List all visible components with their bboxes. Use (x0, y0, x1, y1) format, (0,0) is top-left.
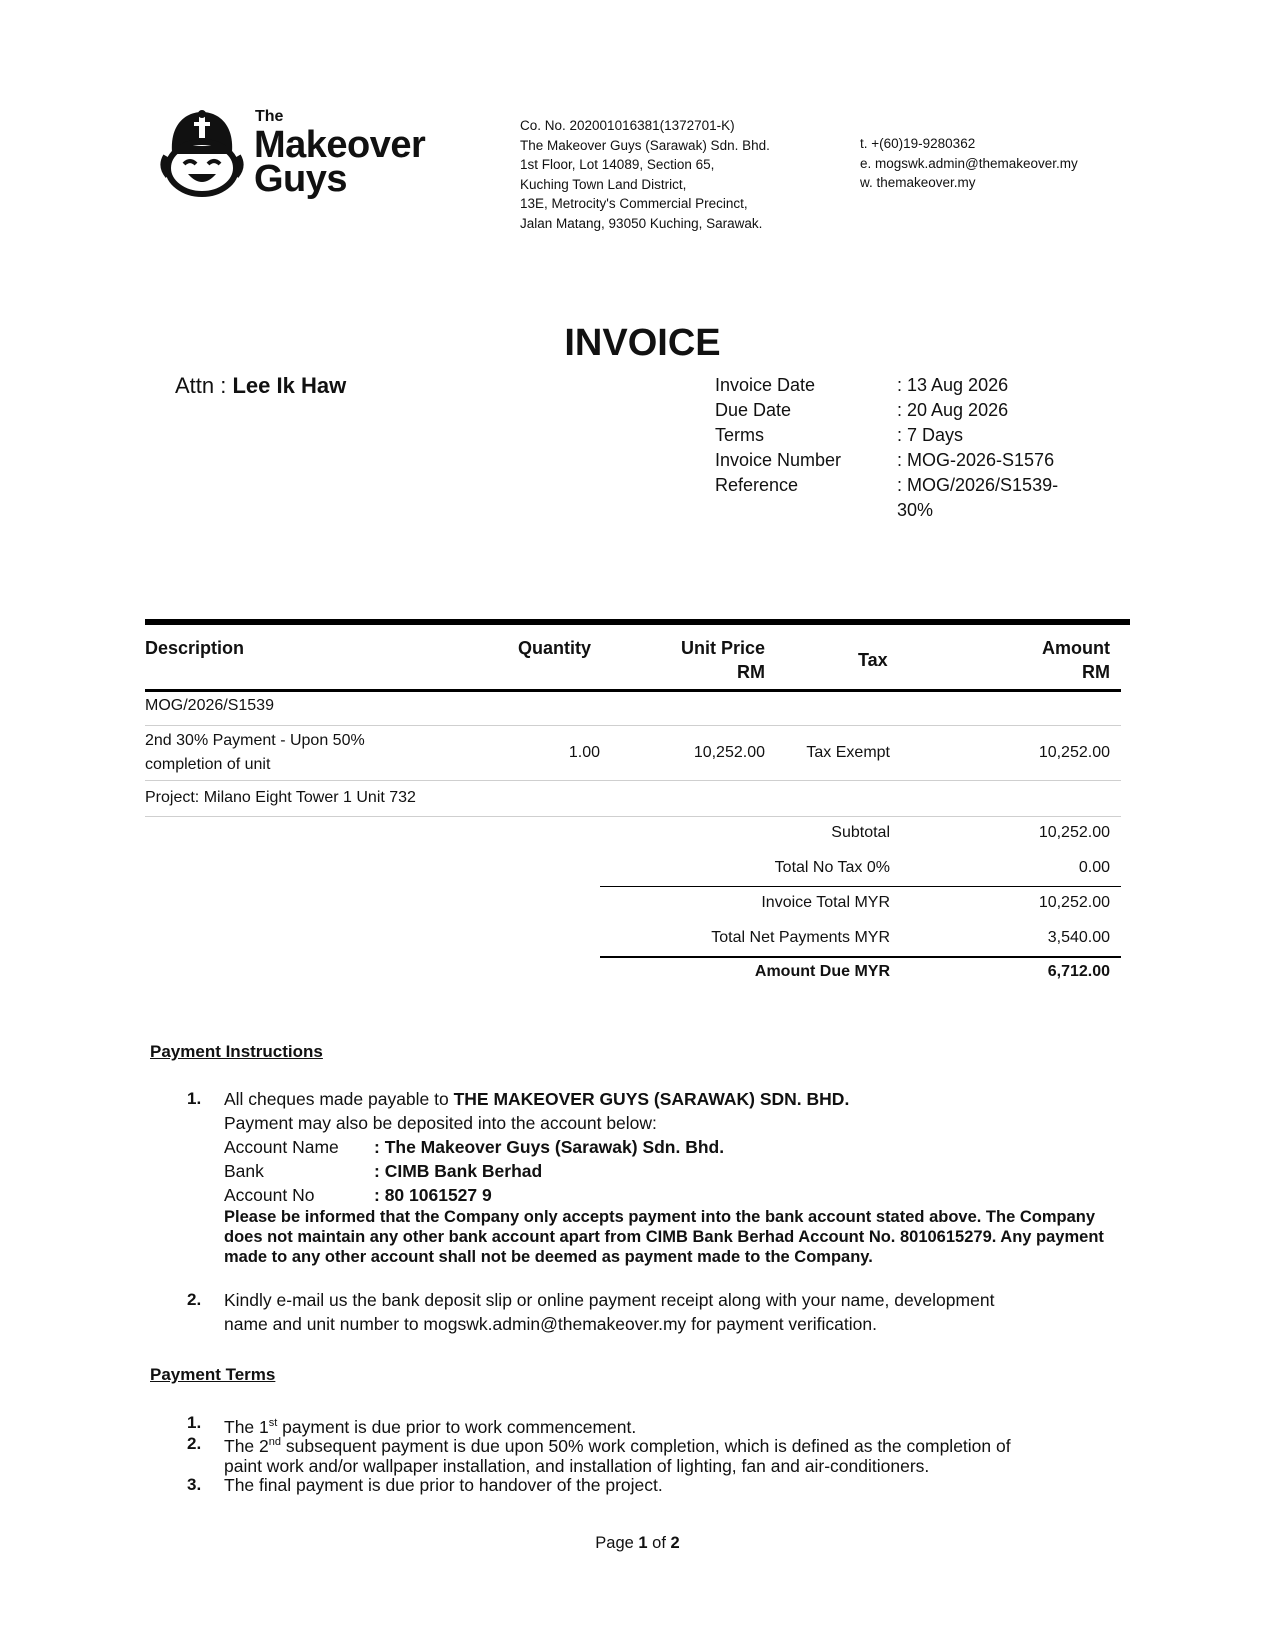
meta-value: : MOG-2026-S1576 (897, 450, 1055, 470)
item-quantity: 1.00 (568, 744, 600, 761)
item-amount: 10,252.00 (1038, 744, 1110, 761)
reference-value-cont: 30% (897, 500, 934, 520)
meta-row-reference (715, 473, 1077, 523)
unit-price-label: Unit Price (680, 638, 765, 658)
instruction-1-line2: Payment may also be deposited into the account below: (224, 1113, 657, 1133)
reference-value: : MOG/2026/S1539- (897, 475, 1059, 495)
logo-the: The (255, 108, 284, 125)
mascot-icon (158, 106, 246, 198)
term-2-line: paint work and/or wallpaper installation, and installation of lighting, fan and air-conditioners. (224, 1455, 930, 1476)
table-row-reference: MOG/2026/S1539 (145, 697, 274, 714)
address-line: Jalan Matang, 93050 Kuching, Sarawak. (520, 215, 763, 231)
invoice-meta (715, 373, 1077, 523)
term-2-line (224, 1432, 1124, 1456)
col-header-amount (1000, 636, 1110, 684)
bank-row (224, 1159, 1114, 1183)
table-top-rule (145, 619, 1130, 625)
row-divider (145, 780, 1121, 781)
amount-label: Amount (1042, 638, 1110, 658)
instruction-1-text: All cheques made payable to (224, 1089, 454, 1109)
net-payments-label: Total Net Payments MYR (711, 929, 890, 946)
col-header-description: Description (145, 638, 245, 658)
bank-account-warning: Please be informed that the Company only accepts payment into the bank account stated above. The Company does not maintain any other bank account apart from CIMB Bank Berhad Account No. 8010615279. Any payment made to any other account shall not be deemed as payment made to the Company. (224, 1208, 1104, 1266)
meta-label: Terms (715, 425, 764, 445)
meta-label: Invoice Date (715, 375, 816, 395)
totals-divider (600, 956, 1121, 958)
current-page: 1 (638, 1534, 648, 1552)
term-3: The final payment is due prior to handover of the project. (224, 1475, 663, 1495)
item-description-line: 2nd 30% Payment - Upon 50% (145, 732, 365, 749)
meta-value (897, 473, 1077, 523)
term-2-text-cont: subsequent payment is due upon 50% work completion, which is defined as the completion of (281, 1435, 1011, 1456)
attn-label: Attn : (175, 373, 233, 398)
attn-name: Lee Ik Haw (232, 373, 347, 398)
meta-row-terms (715, 423, 1077, 448)
instruction-1 (224, 1087, 1114, 1267)
page-prefix: Page (595, 1534, 639, 1552)
bank-label: Bank (224, 1161, 264, 1181)
term-1-text: The 1 (224, 1416, 269, 1437)
table-header-rule (145, 689, 1121, 692)
instruction-2-line: Kindly e-mail us the bank deposit slip or online payment receipt along with your name, development (224, 1290, 995, 1310)
amount-due-label: Amount Due MYR (754, 963, 890, 980)
instruction-2-line: name and unit number to mogswk.admin@themakeover.my for payment verification. (224, 1314, 877, 1334)
row-divider (145, 816, 1121, 817)
unit-price-currency: RM (737, 662, 765, 682)
col-header-quantity: Quantity (518, 638, 592, 658)
list-number: 1. (187, 1413, 202, 1432)
account-no-value: : 80 1061527 9 (374, 1185, 492, 1205)
payment-instructions-heading: Payment Instructions (150, 1042, 323, 1061)
item-tax: Tax Exempt (806, 744, 890, 761)
attention-line (175, 373, 346, 399)
page-of: of (647, 1534, 671, 1552)
col-header-tax: Tax (858, 650, 888, 670)
list-number: 2. (187, 1290, 202, 1309)
logo-word-makeover: Makeover (254, 124, 426, 166)
meta-label: Due Date (715, 400, 792, 420)
company-address (520, 116, 770, 233)
term-1-sup: st (268, 1417, 278, 1429)
company-phone: t. +(60)19-9280362 (860, 136, 976, 151)
company-reg-no: Co. No. 202001016381(1372701-K) (520, 118, 735, 133)
address-line: 13E, Metrocity's Commercial Precinct, (520, 196, 748, 211)
account-no-label: Account No (224, 1185, 315, 1205)
row-divider (145, 725, 1121, 726)
address-line: 1st Floor, Lot 14089, Section 65, (520, 157, 715, 172)
account-name-value: : The Makeover Guys (Sarawak) Sdn. Bhd. (374, 1137, 725, 1157)
payee-name: THE MAKEOVER GUYS (SARAWAK) SDN. BHD. (453, 1089, 850, 1109)
meta-row-invoice-number (715, 448, 1077, 473)
meta-label: Invoice Number (715, 450, 842, 470)
bank-value: : CIMB Bank Berhad (374, 1161, 543, 1181)
meta-row-invoice-date (715, 373, 1077, 398)
company-website: w. themakeover.my (860, 175, 976, 190)
invoice-total-value: 10,252.00 (1038, 894, 1110, 911)
account-name-label: Account Name (224, 1137, 339, 1157)
amount-due-value: 6,712.00 (1047, 963, 1110, 980)
list-number: 2. (187, 1434, 202, 1453)
subtotal-value: 10,252.00 (1038, 824, 1110, 841)
payment-terms-heading: Payment Terms (150, 1365, 276, 1384)
term-1-text-cont: payment is due prior to work commencement. (277, 1416, 637, 1437)
list-number: 1. (187, 1089, 202, 1108)
subtotal-label: Subtotal (831, 824, 890, 841)
item-description-line: completion of unit (145, 756, 271, 773)
notax-value: 0.00 (1078, 859, 1110, 876)
address-line: Kuching Town Land District, (520, 176, 687, 192)
col-header-unit-price (640, 636, 765, 684)
totals-divider (600, 886, 1121, 887)
item-unit-price: 10,252.00 (693, 744, 765, 761)
page-number (0, 1534, 1275, 1553)
notax-label: Total No Tax 0% (774, 859, 890, 876)
instruction-2 (224, 1288, 1124, 1336)
list-number: 3. (187, 1475, 202, 1494)
meta-value: : 13 Aug 2026 (897, 375, 1009, 395)
term-2-text: The 2 (224, 1435, 269, 1456)
invoice-title: INVOICE (564, 322, 721, 364)
logo-word-guys: Guys (254, 158, 348, 200)
term-2-sup: nd (268, 1436, 281, 1448)
meta-value: : 7 Days (897, 425, 964, 445)
meta-row-due-date (715, 398, 1077, 423)
company-name: The Makeover Guys (Sarawak) Sdn. Bhd. (520, 137, 770, 153)
invoice-total-label: Invoice Total MYR (761, 894, 890, 911)
company-logo (158, 104, 458, 204)
net-payments-value: 3,540.00 (1047, 929, 1110, 946)
meta-value: : 20 Aug 2026 (897, 400, 1009, 420)
company-email: e. mogswk.admin@themakeover.my (860, 155, 1078, 171)
meta-label: Reference (715, 475, 799, 495)
total-pages: 2 (670, 1534, 680, 1552)
item-description (145, 729, 365, 777)
account-no-row (224, 1183, 1114, 1207)
amount-currency: RM (1082, 662, 1110, 682)
table-row-project: Project: Milano Eight Tower 1 Unit 732 (145, 789, 416, 806)
account-name-row (224, 1135, 1114, 1159)
term-2 (224, 1432, 1124, 1476)
company-contact (860, 134, 1078, 193)
